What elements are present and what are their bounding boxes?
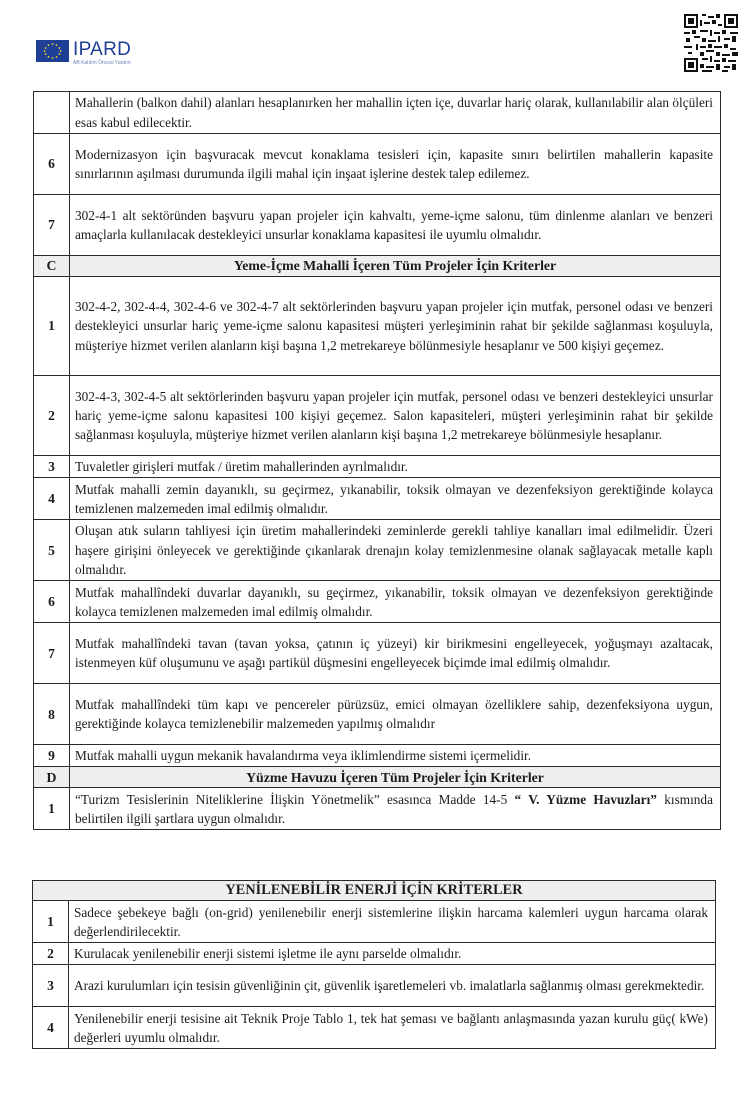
row-number: 4: [33, 1007, 69, 1049]
table-row: [34, 745, 721, 767]
section-header-c: [34, 256, 721, 277]
row-number: 1: [34, 788, 70, 830]
table-row: [34, 520, 721, 581]
row-number: 4: [34, 478, 70, 520]
table-row: [34, 788, 721, 830]
pool-section-reference: “ V. Yüzme Havuzları”: [514, 791, 657, 807]
logo-title: IPARD: [73, 39, 132, 60]
row-number: 7: [34, 195, 70, 256]
section-header-d: [34, 767, 721, 788]
table-row: [33, 1007, 716, 1049]
section-title: Yüzme Havuzu İçeren Tüm Projeler İçin Kriterler: [70, 767, 721, 788]
row-text: Mutfak mahallîndeki duvarlar dayanıklı, su geçirmez, yıkanabilir, toksik olmayan ve dezenfeksiyon gerektiğinde kolayca temizlenen malzemeden imal edilmiş olmalıdır.: [70, 581, 721, 623]
table-row: [34, 376, 721, 456]
table-row: [33, 943, 716, 965]
row-text: Mutfak mahalli zemin dayanıklı, su geçirmez, yıkanabilir, toksik olmayan ve dezenfeksiyon gerektiğinde kolayca temizlenen malzemeden imal edilmiş olmalıdır.: [70, 478, 721, 520]
qr-code-icon: [682, 12, 740, 74]
row-number: 2: [34, 376, 70, 456]
section-title: Yeme-İçme Mahalli İçeren Tüm Projeler İçin Kriterler: [70, 256, 721, 277]
row-text: Arazi kurulumları için tesisin güvenliğinin çit, güvenlik işaretlemeleri vb. imalatlarla sağlanmış olması gerekmektedir.: [69, 965, 716, 1007]
table-row: [34, 134, 721, 195]
row-text: Oluşan atık suların tahliyesi için üretim mahallerindeki zeminlerde gerekli tahliye kanalları imal edilmelidir. Üzeri haşere girişini önleyecek ve gerektiğinde çıkanlarak drenajın kolay temizlenmesine olanak sağlayacak metalle kaplı olmalıdır.: [70, 520, 721, 581]
row-number: 2: [33, 943, 69, 965]
table-row: [34, 623, 721, 684]
section-letter: C: [34, 256, 70, 277]
row-number: 1: [34, 277, 70, 376]
table-row: [34, 92, 721, 134]
table-row: [34, 195, 721, 256]
table-row: [33, 901, 716, 943]
table-row: [34, 277, 721, 376]
row-text: Modernizasyon için başvuracak mevcut konaklama tesisleri için, kapasite sınırı belirtilen mahallerin kapasite sınırlarının aşılması durumunda ilgili mahal için inşaat işlerine destek talep edilemez.: [70, 134, 721, 195]
criteria-table: [33, 91, 721, 830]
row-number: 9: [34, 745, 70, 767]
row-text: Mutfak mahalli uygun mekanik havalandırma veya iklimlendirme sistemi içermelidir.: [70, 745, 721, 767]
row-text-tail: kısmında belirtilen ilgili şartlara uygun olmalıdır.: [75, 791, 713, 826]
table-title: YENİLENEBİLİR ENERJİ İÇİN KRİTERLER: [33, 881, 716, 901]
row-number: 3: [33, 965, 69, 1007]
eu-flag-icon: [36, 40, 69, 62]
logo-subtitle: AB Katılım Öncesi Yardım: [73, 60, 131, 66]
row-number: 6: [34, 581, 70, 623]
row-text: 302-4-3, 302-4-5 alt sektörlerinden başvuru yapan projeler için mutfak, personel odası ve benzeri destekleyici unsurlar hariç yeme-içme salonu kapasitesi 100 kişiyi geçemez. Salon kapasiteleri, müşteri yerleşiminin rahat bir şekilde sağlanması koşuluyla, müşteriye hizmet verilen alanların kişi başına 1,2 metrekareye bölünmesiyle hesaplanır.: [70, 376, 721, 456]
table-row: [34, 684, 721, 745]
section-letter: D: [34, 767, 70, 788]
row-text: Yenilenebilir enerji tesisine ait Teknik Proje Tablo 1, tek hat şeması ve bağlantı anlaşmasında yazan kurulu güç( kWe) değerleri uyumlu olmalıdır.: [69, 1007, 716, 1049]
row-number: 8: [34, 684, 70, 745]
row-number: 6: [34, 134, 70, 195]
row-number: 7: [34, 623, 70, 684]
row-text: 302-4-1 alt sektöründen başvuru yapan projeler için kahvaltı, yeme-içme salonu, tüm dinlenme alanları ve benzeri amaçlarla kullanılacak destekleyici unsurlar konaklama kapasitesi ile uyumlu olmalıdır.: [70, 195, 721, 256]
table-row: [33, 965, 716, 1007]
row-text: Kurulacak yenilenebilir enerji sistemi işletme ile aynı parselde olmalıdır.: [69, 943, 716, 965]
row-text: Mutfak mahallîndeki tavan (tavan yoksa, çatının iç yüzeyi) kir birikmesini engelleyecek, yoğuşmayı azaltacak, istenmeyen küf oluşumunu ve aşağı partikül düşmesini engelleyecek biçimde imal edilmiş olmalıdır.: [70, 623, 721, 684]
row-number: [34, 92, 70, 134]
row-text: Tuvaletler girişleri mutfak / üretim mahallerinden ayrılmalıdır.: [70, 456, 721, 478]
renewable-energy-header: [33, 881, 716, 901]
regulation-reference: “Turizm Tesislerinin Niteliklerine İlişkin Yönetmelik” esasınca Madde 14-5: [75, 791, 515, 807]
table-row: [34, 478, 721, 520]
table-row: [34, 456, 721, 478]
row-text: Mahallerin (balkon dahil) alanları hesaplanırken her mahallin içten içe, duvarlar hariç olarak, kullanılabilir alan ölçüleri esas kabul edilecektir.: [70, 92, 721, 134]
row-text: 302-4-2, 302-4-4, 302-4-6 ve 302-4-7 alt sektörlerinden başvuru yapan projeler için mutfak, personel odası ve benzeri destekleyici unsurlar hariç yeme-içme salonu kapasitesi müşteri yerleşiminin rahat bir şekilde sağlanması koşuluyla, müşteriye hizmet verilen alanların kişi başına 1,2 metrekareye bölünmesiyle hesaplanır ve 500 kişiyi geçemez.: [70, 277, 721, 376]
row-text: Sadece şebekeye bağlı (on-grid) yenilenebilir enerji sistemlerine ilişkin harcama kalemleri uygun harcama olarak değerlendirilecektir.: [69, 901, 716, 943]
row-number: 3: [34, 456, 70, 478]
row-text: [70, 788, 721, 830]
table-row: [34, 581, 721, 623]
renewable-energy-table: [32, 880, 716, 1049]
ipard-logo: [36, 40, 131, 66]
row-number: 5: [34, 520, 70, 581]
row-number: 1: [33, 901, 69, 943]
row-text: Mutfak mahallîndeki tüm kapı ve pencereler pürüzsüz, emici olmayan özelliklere sahip, dezenfeksiyona uygun, gerektiğinde kolayca temizlenebilir malzemeden yapılmış olmalıdır: [70, 684, 721, 745]
